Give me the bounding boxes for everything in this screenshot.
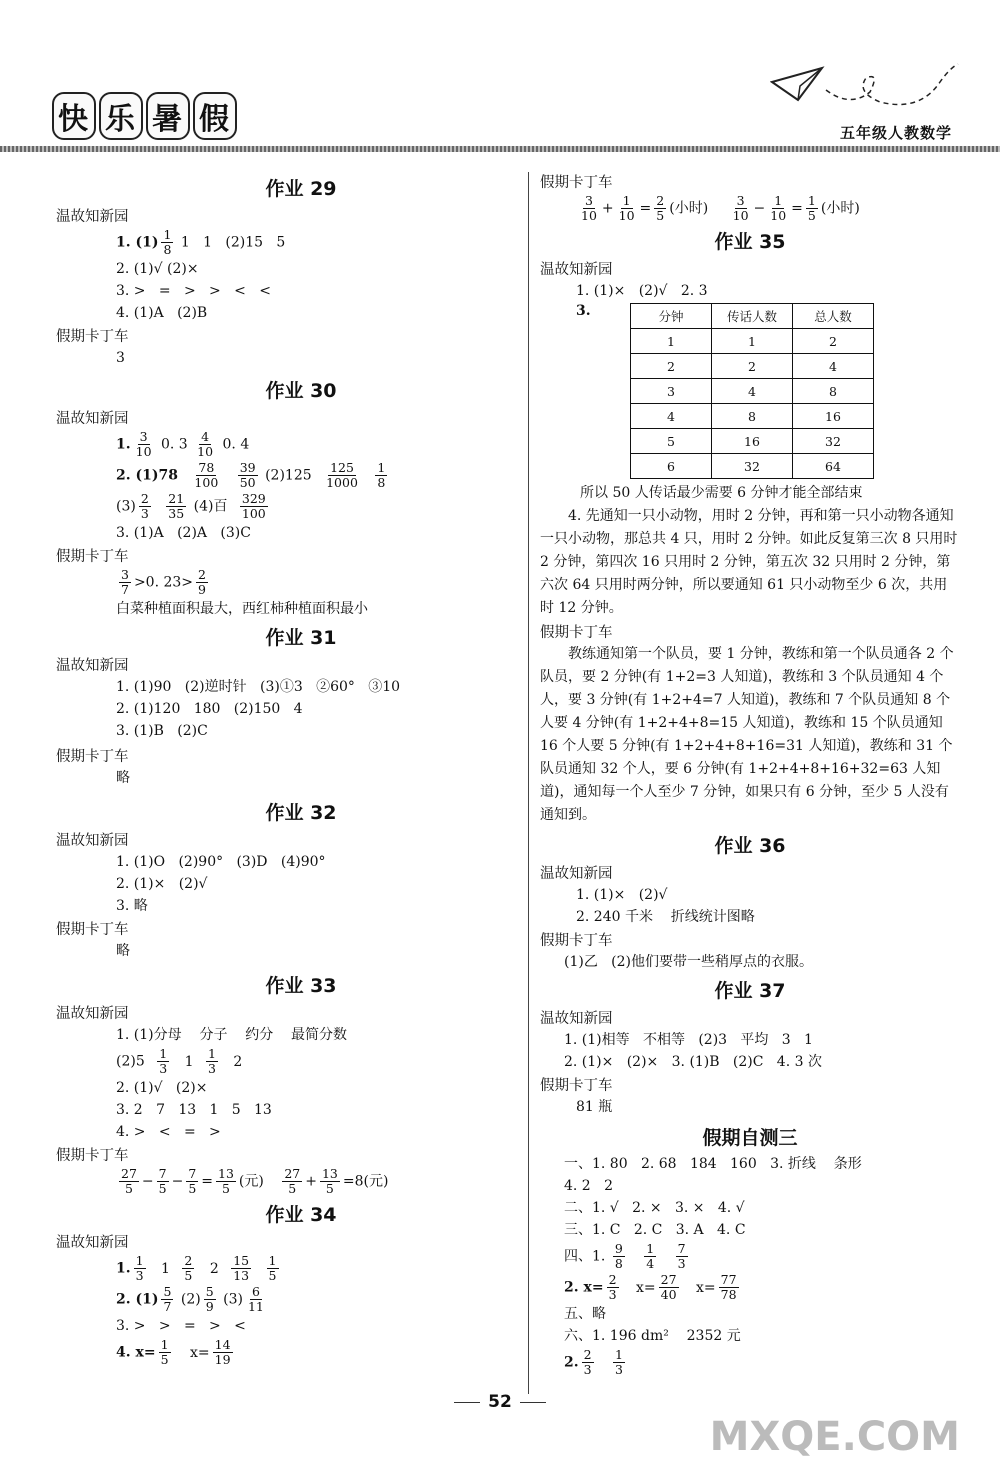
fraction — [582, 1348, 594, 1377]
denominator: 10 — [135, 444, 152, 459]
numerator: 2 — [140, 491, 149, 506]
fraction — [206, 1047, 218, 1076]
brand-char: 乐 — [99, 92, 143, 140]
numerator: 77 — [720, 1272, 737, 1287]
answer-line: 81 瓶 — [576, 1099, 613, 1115]
denominator: 9 — [205, 1299, 214, 1314]
answer-line — [86, 1285, 516, 1314]
answer-line: 1. (1)O (2)90° (3)D (4)90° — [116, 854, 326, 870]
answer-line — [540, 1348, 960, 1377]
denominator: 5 — [807, 208, 816, 223]
subsection-label: 温故知新园 — [540, 866, 613, 882]
answer-line: 2. 240 千米 折线统计图略 — [576, 909, 755, 925]
text: 1. — [116, 1260, 131, 1277]
numerator: 329 — [241, 491, 266, 506]
answer-line — [86, 228, 516, 257]
denominator: 10 — [581, 208, 597, 223]
table-cell: 1 — [712, 329, 793, 354]
fraction — [282, 1167, 302, 1196]
answer-line: 略 — [116, 943, 130, 959]
answer-line: (1)乙 (2)他们要带一些稍厚点的衣服。 — [564, 954, 814, 970]
section-title: 作业 31 — [265, 627, 337, 649]
fraction — [676, 1242, 688, 1271]
denominator: 8 — [377, 475, 386, 490]
table-row — [631, 429, 874, 454]
answer-line: 五、略 — [564, 1306, 606, 1322]
answer-line: 一、1. 80 2. 68 184 160 3. 折线 条形 — [564, 1156, 862, 1172]
text: x= — [189, 1344, 210, 1361]
table-row — [631, 354, 874, 379]
operator: − — [141, 1173, 154, 1190]
unit: (小时) — [669, 200, 709, 217]
table-cell: 2 — [712, 354, 793, 379]
fraction — [139, 492, 151, 521]
answer-line: 2. (1)√ (2)× — [116, 1080, 208, 1096]
table-cell: 16 — [712, 429, 793, 454]
table-header: 传话人数 — [712, 304, 793, 329]
denominator: 5 — [160, 1352, 169, 1367]
numerator: 78 — [198, 460, 215, 475]
subsection-label: 假期卡丁车 — [540, 1078, 613, 1094]
item-label: 3. — [576, 303, 591, 319]
table-cell: 8 — [793, 379, 874, 404]
text: (4)百 — [193, 498, 228, 515]
numerator: 2 — [656, 193, 665, 208]
right-column — [540, 170, 960, 1379]
section-title: 作业 30 — [265, 380, 337, 402]
answer-line: 3. (1)A (2)A (3)C — [116, 525, 251, 541]
answer-line: 3. 2 7 13 1 5 13 — [116, 1102, 272, 1118]
fraction — [216, 1167, 236, 1196]
text: 1 — [161, 1260, 170, 1277]
denominator: 5 — [184, 1268, 193, 1283]
table-cell: 32 — [793, 429, 874, 454]
table-cell: 1 — [631, 329, 712, 354]
text: >0. 23> — [133, 574, 194, 591]
table-cell: 64 — [793, 454, 874, 479]
section-title: 作业 36 — [714, 835, 786, 857]
page-header — [0, 0, 1000, 160]
fraction — [157, 1167, 169, 1196]
numerator: 1 — [807, 193, 816, 208]
fraction — [617, 194, 637, 223]
numerator: 1 — [159, 1046, 168, 1061]
answer-line: 4. > < = > — [116, 1124, 221, 1140]
table-row — [631, 379, 874, 404]
section-title: 作业 34 — [265, 1204, 337, 1226]
fraction — [134, 1254, 146, 1283]
fraction — [267, 1254, 279, 1283]
fraction — [613, 1348, 625, 1377]
answer-line — [86, 461, 516, 490]
table-cell: 8 — [712, 404, 793, 429]
fraction — [182, 1254, 194, 1283]
fraction — [161, 1285, 173, 1314]
numerator: 13 — [218, 1166, 234, 1181]
subsection-label: 假期卡丁车 — [540, 933, 613, 949]
answer-line — [86, 1338, 516, 1367]
denominator: 3 — [615, 1362, 623, 1377]
numerator: 1 — [207, 1046, 216, 1061]
denominator: 19 — [214, 1352, 231, 1367]
denominator: 11 — [247, 1299, 264, 1314]
numerator: 1 — [163, 227, 172, 242]
brand-char: 假 — [193, 92, 237, 140]
answer-line: 2. (1)× (2)√ — [116, 876, 208, 892]
answer-line: 4. (1)A (2)B — [116, 305, 208, 321]
operator: + — [305, 1173, 317, 1190]
text: 4. x= — [116, 1344, 156, 1361]
numerator: 1 — [160, 1337, 169, 1352]
fraction — [238, 461, 258, 490]
denominator: 5 — [188, 1181, 197, 1196]
fraction — [613, 1242, 625, 1271]
brand-char: 暑 — [146, 92, 190, 140]
fraction — [186, 1167, 198, 1196]
answer-line: 4. 2 2 — [564, 1178, 613, 1194]
page-footer — [0, 1392, 1000, 1412]
fraction — [320, 1167, 340, 1196]
numerator: 7 — [677, 1241, 686, 1256]
subsection-label: 温故知新园 — [56, 1006, 129, 1022]
numerator: 5 — [163, 1284, 172, 1299]
numerator: 1 — [774, 193, 783, 208]
subsection-label: 假期卡丁车 — [56, 922, 129, 938]
answer-line: 白菜种植面积最大，西红柿种植面积最小 — [116, 601, 368, 617]
denominator: 10 — [732, 208, 749, 223]
numerator: 2 — [583, 1347, 592, 1362]
numerator: 1 — [377, 460, 386, 475]
numerator: 7 — [188, 1166, 197, 1181]
fraction — [607, 1273, 619, 1302]
numerator: 39 — [239, 460, 256, 475]
numerator: 1 — [646, 1241, 655, 1256]
answer-line — [86, 568, 516, 597]
subsection-label: 温故知新园 — [540, 1011, 613, 1027]
numerator: 125 — [330, 460, 354, 475]
subsection-label: 假期卡丁车 — [540, 175, 613, 191]
table-cell: 4 — [631, 404, 712, 429]
fraction — [731, 194, 751, 223]
header-rule — [0, 146, 1000, 152]
fraction — [196, 568, 208, 597]
answer-line — [540, 1273, 960, 1302]
numerator: 13 — [321, 1166, 338, 1181]
fraction — [195, 430, 215, 459]
table-cell: 4 — [793, 354, 874, 379]
table-cell: 2 — [793, 329, 874, 354]
text: 0. 3 — [160, 436, 188, 453]
numerator: 3 — [121, 567, 129, 582]
denominator: 5 — [221, 1181, 230, 1196]
answer-line: 二、1. √ 2. × 3. × 4. √ — [564, 1200, 745, 1216]
page-number: 52 — [488, 1392, 512, 1412]
denominator: 10 — [197, 444, 214, 459]
text: (3) — [116, 498, 136, 515]
answer-line: 所以 50 人传话最少需要 6 分钟才能全部结束 — [580, 485, 863, 501]
watermark: MXQE.COM — [709, 1414, 960, 1460]
operator: − — [753, 200, 766, 217]
text: 2 — [209, 1260, 219, 1277]
numerator: 2 — [198, 567, 206, 582]
table-row — [631, 404, 874, 429]
operator: − — [171, 1173, 184, 1190]
column-divider — [528, 172, 529, 1394]
answer-line: 1. (1)× (2)√ 2. 3 — [576, 283, 708, 299]
answer-line — [540, 194, 960, 223]
text: 2. x= — [564, 1279, 604, 1296]
fraction — [324, 461, 360, 490]
text: 1. — [116, 436, 131, 453]
answer-paragraph: 4. 先通知一只小动物，用时 2 分钟，再和第一只小动物各通知一只小动物，那总共 4 只，用时 2 分钟。如此反复第三次 8 只用时 2 分钟，第四次 16 只用时 2 分钟，第五次 32 只用时 2 分钟，第六次 64 只用时两分钟，所以要通知 61 只小动物至少 6 次，共用时 12 分钟。 — [540, 508, 958, 616]
subsection-label: 假期卡丁车 — [56, 1148, 129, 1164]
numerator: 15 — [233, 1253, 250, 1268]
answer-line: 2. (1)120 180 (2)150 4 — [116, 701, 303, 717]
section-title: 作业 37 — [714, 980, 786, 1002]
numerator: 4 — [201, 429, 210, 444]
answer-line — [86, 1254, 516, 1283]
table-row — [631, 329, 874, 354]
table-header: 分钟 — [631, 304, 712, 329]
denominator: 3 — [677, 1256, 686, 1271]
numerator: 3 — [139, 429, 148, 444]
numerator: 1 — [622, 193, 631, 208]
fraction — [579, 194, 599, 223]
answer-line: 2. (1)√ (2)× — [116, 261, 199, 277]
denominator: 10 — [618, 208, 635, 223]
fraction — [157, 1047, 169, 1076]
fraction — [134, 430, 154, 459]
operator: = — [639, 200, 652, 217]
table-cell: 32 — [712, 454, 793, 479]
section-title: 作业 32 — [265, 802, 337, 824]
numerator: 27 — [660, 1272, 677, 1287]
brand-logo — [52, 92, 240, 140]
denominator: 3 — [207, 1061, 216, 1076]
brand-char: 快 — [52, 92, 96, 140]
subsection-label: 假期卡丁车 — [540, 625, 613, 641]
answer-line: 1. (1)90 (2)逆时针 (3)①3 ②60° ③10 — [116, 679, 401, 695]
answer-line: 1. (1)相等 不相等 (2)3 平均 3 1 — [564, 1032, 813, 1048]
subsection-label: 假期卡丁车 — [56, 329, 129, 345]
subsection-label: 温故知新园 — [56, 833, 129, 849]
section-title: 假期自测三 — [702, 1127, 798, 1149]
unit: (小时) — [820, 200, 860, 217]
denominator: 5 — [158, 1181, 167, 1196]
subsection-label: 温故知新园 — [56, 658, 129, 674]
fraction — [161, 228, 173, 257]
answer-line: 2. (1)× (2)× 3. (1)B (2)C 4. 3 次 — [564, 1054, 822, 1070]
numerator: 1 — [135, 1253, 144, 1268]
fraction — [644, 1242, 656, 1271]
denominator: 50 — [239, 475, 256, 490]
answer-line: 3 — [116, 350, 125, 366]
text: (3) — [223, 1291, 243, 1308]
numerator: 5 — [205, 1284, 214, 1299]
fraction — [192, 461, 220, 490]
answer-line: 略 — [116, 770, 130, 786]
denominator: 3 — [140, 506, 149, 521]
fraction — [806, 194, 818, 223]
operator: = — [201, 1173, 214, 1190]
numerator: 3 — [584, 193, 593, 208]
fraction — [119, 1167, 139, 1196]
fraction — [119, 568, 131, 597]
table-cell: 2 — [631, 354, 712, 379]
table-cell: 6 — [631, 454, 712, 479]
answer-paragraph: 教练通知第一个队员，要 1 分钟，教练和第一个队员通各 2 个队员，要 2 分钟(有 1+2=3 人知道)，教练和 3 个队员通知 4 个人，要 3 分钟(有 1+2+4=7 人知道)，教练和 7 个队员通知 8 个人要 4 分钟(有 1+2+4+8=15 人知道)，教练和 15 个队员通知 16 个人要 5 分钟(有 1+2+4+8+16=31 人知道)，教练和 31 个队员通知 32 个人，要 6 分钟(有 1+2+4+8+16+32=63 人知道)，通知每一个人至少 7 分钟，如果只有 6 分钟，至少 5 人没有通知到。 — [540, 646, 954, 823]
fraction — [159, 1338, 171, 1367]
subsection-label: 温故知新园 — [540, 262, 613, 278]
fraction — [213, 1338, 233, 1367]
numerator: 6 — [251, 1284, 260, 1299]
denominator: 5 — [656, 208, 665, 223]
numerator: 27 — [284, 1166, 301, 1181]
denominator: 100 — [194, 475, 219, 490]
text: 0. 4 — [222, 436, 250, 453]
denominator: 5 — [325, 1181, 334, 1196]
text: (2)125 — [265, 467, 312, 484]
fraction — [204, 1285, 216, 1314]
table-header-row — [631, 304, 874, 329]
answer-line: 3. > = > > < < — [116, 283, 271, 299]
answer-line — [86, 492, 516, 521]
numerator: 14 — [214, 1337, 231, 1352]
denominator: 9 — [198, 582, 206, 597]
table-header: 总人数 — [793, 304, 874, 329]
subsection-label: 温故知新园 — [56, 209, 129, 225]
text: 四、1. — [564, 1248, 606, 1265]
footer-dash — [454, 1402, 480, 1403]
fraction — [719, 1273, 739, 1302]
denominator: 3 — [583, 1362, 592, 1377]
denominator: 7 — [163, 1299, 172, 1314]
answer-line: 六、1. 196 dm² 2352 元 — [564, 1328, 741, 1344]
footer-dash — [520, 1402, 546, 1403]
section-title: 作业 33 — [265, 975, 337, 997]
denominator: 5 — [288, 1181, 297, 1196]
answer-line — [86, 1047, 516, 1076]
answer-line — [86, 430, 516, 459]
numerator: 1 — [615, 1347, 623, 1362]
subsection-label: 温故知新园 — [56, 411, 129, 427]
answer-line: 1. (1)× (2)√ — [576, 887, 668, 903]
fraction — [166, 492, 186, 521]
denominator: 5 — [268, 1268, 277, 1283]
denominator: 8 — [614, 1256, 623, 1271]
table-cell: 16 — [793, 404, 874, 429]
numerator: 2 — [184, 1253, 193, 1268]
numerator: 1 — [268, 1253, 277, 1268]
answer-line: 三、1. C 2. C 3. A 4. C — [564, 1222, 746, 1238]
answer-line: 3. (1)B (2)C — [116, 723, 208, 739]
text: 2. (1)78 — [116, 467, 178, 484]
denominator: 7 — [121, 582, 129, 597]
fraction — [654, 194, 666, 223]
denominator: 100 — [241, 506, 266, 521]
text: (2) — [180, 1291, 201, 1308]
text: 2. (1) — [116, 1291, 159, 1308]
numerator: 21 — [168, 491, 185, 506]
subsection-label: 假期卡丁车 — [56, 549, 129, 565]
numerator: 7 — [158, 1166, 167, 1181]
fraction — [768, 194, 788, 223]
fraction — [246, 1285, 266, 1314]
denominator: 3 — [608, 1287, 617, 1302]
denominator: 78 — [720, 1287, 737, 1302]
numerator: 9 — [614, 1241, 623, 1256]
answer-line: 3. 略 — [116, 898, 148, 914]
numerator: 3 — [736, 193, 745, 208]
left-column — [56, 170, 516, 1369]
denominator: 5 — [124, 1181, 133, 1196]
numerator: 2 — [608, 1272, 617, 1287]
text: 1 — [184, 1053, 194, 1070]
fraction — [375, 461, 387, 490]
subsection-label: 温故知新园 — [56, 1235, 129, 1251]
answer-line: 3. > > = > < — [116, 1318, 246, 1334]
text: x= — [635, 1279, 656, 1296]
section-title: 作业 35 — [714, 231, 786, 253]
numerator: 27 — [121, 1166, 137, 1181]
data-table — [630, 303, 874, 479]
denominator: 10 — [770, 208, 787, 223]
fraction — [240, 492, 268, 521]
operator: + — [601, 200, 614, 217]
table-cell: 3 — [631, 379, 712, 404]
table-cell: 4 — [712, 379, 793, 404]
text: x= — [695, 1279, 716, 1296]
operator: = — [791, 200, 803, 217]
answer-line: 1. (1)分母 分子 约分 最简分数 — [116, 1027, 348, 1043]
table-cell: 5 — [631, 429, 712, 454]
denominator: 8 — [163, 242, 172, 257]
table-row-wrapper — [540, 303, 960, 479]
text: =8(元) — [342, 1173, 389, 1190]
section-title: 作业 29 — [265, 178, 337, 200]
fraction — [659, 1273, 679, 1302]
denominator: 1000 — [326, 475, 358, 490]
denominator: 13 — [233, 1268, 250, 1283]
text: (2)5 — [116, 1053, 145, 1070]
paper-plane-icon — [770, 62, 970, 122]
denominator: 4 — [646, 1256, 655, 1271]
subsection-label: 假期卡丁车 — [56, 749, 129, 765]
subject-label: 五年级人教数学 — [839, 124, 952, 142]
denominator: 3 — [159, 1061, 168, 1076]
denominator: 3 — [135, 1268, 144, 1283]
table-row — [631, 454, 874, 479]
unit: (元) — [238, 1173, 264, 1190]
text: 1 1 (2)15 5 — [176, 234, 286, 251]
text: 1. (1) — [116, 234, 159, 251]
denominator: 40 — [660, 1287, 677, 1302]
text: 2 — [233, 1053, 243, 1070]
answer-line — [86, 1167, 516, 1196]
denominator: 35 — [168, 506, 185, 521]
text: 2. — [564, 1354, 579, 1371]
answer-line — [540, 1242, 960, 1271]
fraction — [231, 1254, 251, 1283]
